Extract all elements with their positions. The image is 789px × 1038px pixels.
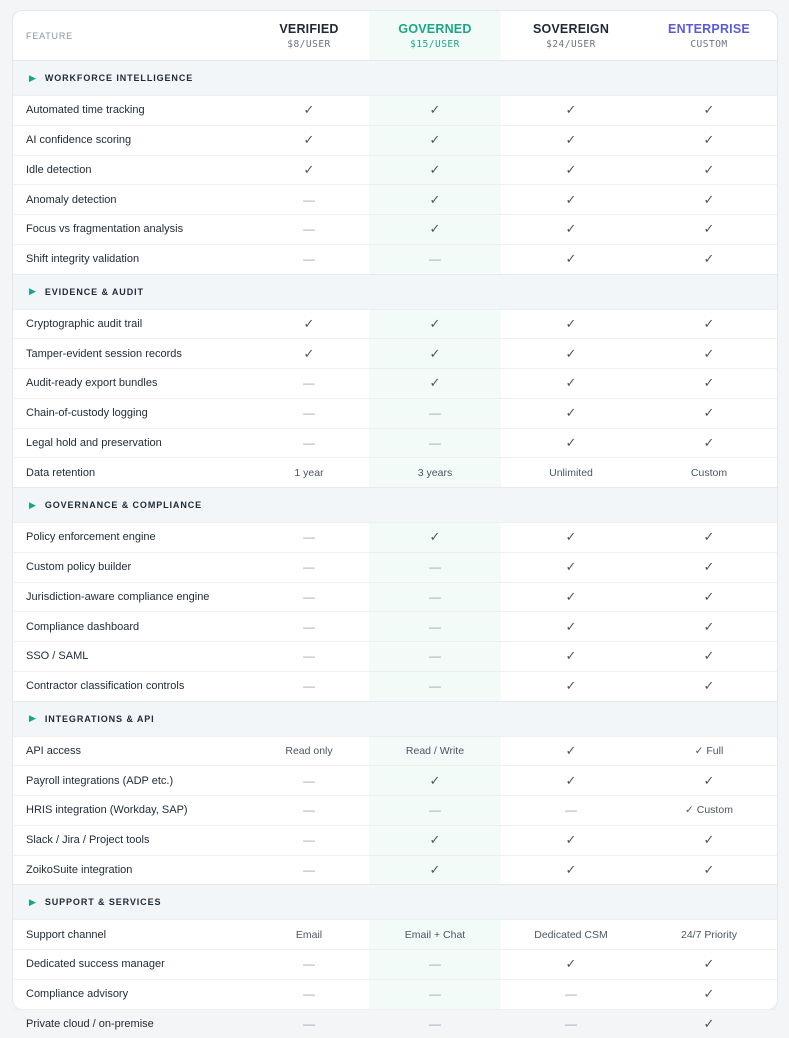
table-row [13, 522, 777, 552]
dash-icon: — [369, 406, 501, 420]
section-header[interactable] [13, 701, 777, 736]
dash-icon: — [249, 863, 369, 877]
check-icon: ✓ [369, 346, 501, 362]
table-row [13, 1009, 777, 1038]
check-icon: ✓ [641, 678, 777, 694]
plan-value: Read only [249, 745, 369, 757]
check-icon: ✓ [501, 132, 641, 148]
plan-name: SOVEREIGN [501, 22, 641, 36]
table-row [13, 552, 777, 582]
check-icon: ✓ [641, 1016, 777, 1032]
dash-icon: — [501, 987, 641, 1001]
feature-name: Jurisdiction-aware compliance engine [13, 591, 249, 603]
feature-name: Anomaly detection [13, 194, 249, 206]
check-icon: ✓ [641, 102, 777, 118]
dash-icon: — [249, 530, 369, 544]
check-icon: ✓ [369, 162, 501, 178]
feature-name: Contractor classification controls [13, 680, 249, 692]
feature-name: Private cloud / on-premise [13, 1018, 249, 1030]
dash-icon: — [369, 803, 501, 817]
table-row [13, 214, 777, 244]
check-icon: ✓ [641, 986, 777, 1002]
feature-name: Focus vs fragmentation analysis [13, 223, 249, 235]
dash-icon: — [249, 803, 369, 817]
check-icon: ✓ [501, 648, 641, 664]
feature-name: Data retention [13, 467, 249, 479]
dash-icon: — [501, 803, 641, 817]
plan-price: $8/USER [249, 39, 369, 50]
plan-value: 3 years [369, 467, 501, 479]
plan-value: Email + Chat [369, 929, 501, 941]
expand-arrow-icon: ▶ [29, 713, 37, 724]
table-row [13, 611, 777, 641]
dash-icon: — [249, 560, 369, 574]
check-icon: ✓ [641, 192, 777, 208]
dash-icon: — [249, 252, 369, 266]
feature-name: Compliance dashboard [13, 621, 249, 633]
dash-icon: — [249, 774, 369, 788]
dash-icon: — [249, 649, 369, 663]
table-row [13, 125, 777, 155]
plan-governed [369, 22, 501, 50]
check-icon: ✓ [501, 529, 641, 545]
dash-icon: — [249, 957, 369, 971]
plan-price: $24/USER [501, 39, 641, 50]
check-icon: ✓ [501, 192, 641, 208]
check-icon: ✓ [369, 529, 501, 545]
check-icon: ✓ [249, 102, 369, 118]
dash-icon: — [249, 1017, 369, 1031]
feature-column-header: FEATURE [13, 31, 249, 41]
table-row [13, 398, 777, 428]
table-row [13, 795, 777, 825]
check-icon: ✓ [501, 162, 641, 178]
check-icon: ✓ [501, 375, 641, 391]
dash-icon: — [249, 376, 369, 390]
check-icon: ✓ [641, 346, 777, 362]
check-icon: ✓ [369, 192, 501, 208]
check-icon: ✓ [249, 346, 369, 362]
dash-icon: — [369, 957, 501, 971]
check-icon: ✓ [501, 743, 641, 759]
dash-icon: — [501, 1017, 641, 1031]
dash-icon: — [369, 252, 501, 266]
dash-icon: — [249, 222, 369, 236]
feature-name: API access [13, 745, 249, 757]
dash-icon: — [249, 987, 369, 1001]
check-icon: ✓ [641, 375, 777, 391]
check-icon: ✓ [501, 559, 641, 575]
check-icon: ✓ [501, 316, 641, 332]
section-title: WORKFORCE INTELLIGENCE [45, 73, 193, 83]
check-icon: ✓ [501, 221, 641, 237]
check-icon: ✓ [501, 832, 641, 848]
feature-name: HRIS integration (Workday, SAP) [13, 804, 249, 816]
feature-name: Legal hold and preservation [13, 437, 249, 449]
feature-name: ZoikoSuite integration [13, 864, 249, 876]
check-icon: ✓ [641, 529, 777, 545]
table-row [13, 95, 777, 125]
check-icon: ✓ [641, 773, 777, 789]
plan-value: Custom [641, 467, 777, 479]
table-row [13, 765, 777, 795]
check-icon: ✓ [641, 132, 777, 148]
plan-value: ✓ Full [641, 745, 777, 757]
check-icon: ✓ [641, 435, 777, 451]
table-row [13, 309, 777, 339]
check-icon: ✓ [501, 956, 641, 972]
dash-icon: — [369, 987, 501, 1001]
check-icon: ✓ [369, 102, 501, 118]
feature-name: Custom policy builder [13, 561, 249, 573]
dash-icon: — [249, 406, 369, 420]
check-icon: ✓ [501, 435, 641, 451]
feature-name: Dedicated success manager [13, 958, 249, 970]
table-row [13, 184, 777, 214]
check-icon: ✓ [369, 221, 501, 237]
check-icon: ✓ [641, 956, 777, 972]
table-row [13, 641, 777, 671]
check-icon: ✓ [501, 678, 641, 694]
check-icon: ✓ [501, 102, 641, 118]
dash-icon: — [249, 620, 369, 634]
check-icon: ✓ [249, 162, 369, 178]
feature-name: Tamper-evident session records [13, 348, 249, 360]
feature-name: Shift integrity validation [13, 253, 249, 265]
check-icon: ✓ [641, 316, 777, 332]
plan-value: Email [249, 929, 369, 941]
feature-name: Slack / Jira / Project tools [13, 834, 249, 846]
table-row [13, 979, 777, 1009]
feature-name: SSO / SAML [13, 650, 249, 662]
dash-icon: — [369, 560, 501, 574]
dash-icon: — [369, 590, 501, 604]
feature-name: Automated time tracking [13, 104, 249, 116]
table-row [13, 825, 777, 855]
dash-icon: — [249, 436, 369, 450]
check-icon: ✓ [369, 773, 501, 789]
check-icon: ✓ [369, 132, 501, 148]
section-title: INTEGRATIONS & API [45, 714, 155, 724]
plan-verified [249, 22, 369, 50]
check-icon: ✓ [249, 132, 369, 148]
section-title: EVIDENCE & AUDIT [45, 287, 144, 297]
feature-name: Payroll integrations (ADP etc.) [13, 775, 249, 787]
check-icon: ✓ [501, 346, 641, 362]
table-row [13, 428, 777, 458]
section-header[interactable] [13, 60, 777, 95]
comparison-table [12, 10, 778, 1010]
feature-name: AI confidence scoring [13, 134, 249, 146]
section-title: GOVERNANCE & COMPLIANCE [45, 500, 202, 510]
check-icon: ✓ [641, 648, 777, 664]
plan-value: ✓ Custom [641, 804, 777, 816]
dash-icon: — [249, 679, 369, 693]
table-row [13, 368, 777, 398]
plan-value: 24/7 Priority [641, 929, 777, 941]
table-row [13, 244, 777, 274]
dash-icon: — [369, 679, 501, 693]
table-body [13, 60, 777, 1038]
expand-arrow-icon: ▶ [29, 286, 37, 297]
check-icon: ✓ [641, 162, 777, 178]
plan-value: 1 year [249, 467, 369, 479]
dash-icon: — [369, 1017, 501, 1031]
check-icon: ✓ [369, 375, 501, 391]
section-header[interactable] [13, 884, 777, 919]
check-icon: ✓ [501, 251, 641, 267]
check-icon: ✓ [641, 251, 777, 267]
check-icon: ✓ [369, 832, 501, 848]
expand-arrow-icon: ▶ [29, 500, 37, 511]
table-row [13, 582, 777, 612]
plan-price: $15/USER [369, 39, 501, 50]
table-row [13, 949, 777, 979]
section-header[interactable] [13, 274, 777, 309]
feature-name: Support channel [13, 929, 249, 941]
dash-icon: — [249, 590, 369, 604]
table-row [13, 338, 777, 368]
table-row [13, 155, 777, 185]
table-row [13, 736, 777, 766]
feature-name: Policy enforcement engine [13, 531, 249, 543]
check-icon: ✓ [641, 589, 777, 605]
table-row [13, 855, 777, 885]
section-title: SUPPORT & SERVICES [45, 897, 162, 907]
check-icon: ✓ [641, 559, 777, 575]
plan-value: Unlimited [501, 467, 641, 479]
plan-sovereign [501, 22, 641, 50]
check-icon: ✓ [641, 405, 777, 421]
check-icon: ✓ [501, 773, 641, 789]
dash-icon: — [249, 833, 369, 847]
check-icon: ✓ [249, 316, 369, 332]
dash-icon: — [369, 620, 501, 634]
check-icon: ✓ [501, 619, 641, 635]
check-icon: ✓ [369, 316, 501, 332]
check-icon: ✓ [369, 862, 501, 878]
dash-icon: — [369, 649, 501, 663]
section-header[interactable] [13, 487, 777, 522]
table-row [13, 457, 777, 487]
plan-name: ENTERPRISE [641, 22, 777, 36]
dash-icon: — [249, 193, 369, 207]
check-icon: ✓ [501, 589, 641, 605]
expand-arrow-icon: ▶ [29, 897, 37, 908]
dash-icon: — [369, 436, 501, 450]
plan-value: Dedicated CSM [501, 929, 641, 941]
plan-name: GOVERNED [369, 22, 501, 36]
check-icon: ✓ [641, 221, 777, 237]
feature-name: Audit-ready export bundles [13, 377, 249, 389]
check-icon: ✓ [641, 862, 777, 878]
plan-value: Read / Write [369, 745, 501, 757]
table-row [13, 919, 777, 949]
check-icon: ✓ [501, 862, 641, 878]
feature-name: Cryptographic audit trail [13, 318, 249, 330]
table-header [13, 11, 777, 60]
feature-name: Chain-of-custody logging [13, 407, 249, 419]
plan-price: CUSTOM [641, 39, 777, 50]
expand-arrow-icon: ▶ [29, 73, 37, 84]
feature-name: Compliance advisory [13, 988, 249, 1000]
plan-enterprise [641, 22, 777, 50]
check-icon: ✓ [641, 619, 777, 635]
check-icon: ✓ [501, 405, 641, 421]
feature-name: Idle detection [13, 164, 249, 176]
plan-name: VERIFIED [249, 22, 369, 36]
table-row [13, 671, 777, 701]
check-icon: ✓ [641, 832, 777, 848]
